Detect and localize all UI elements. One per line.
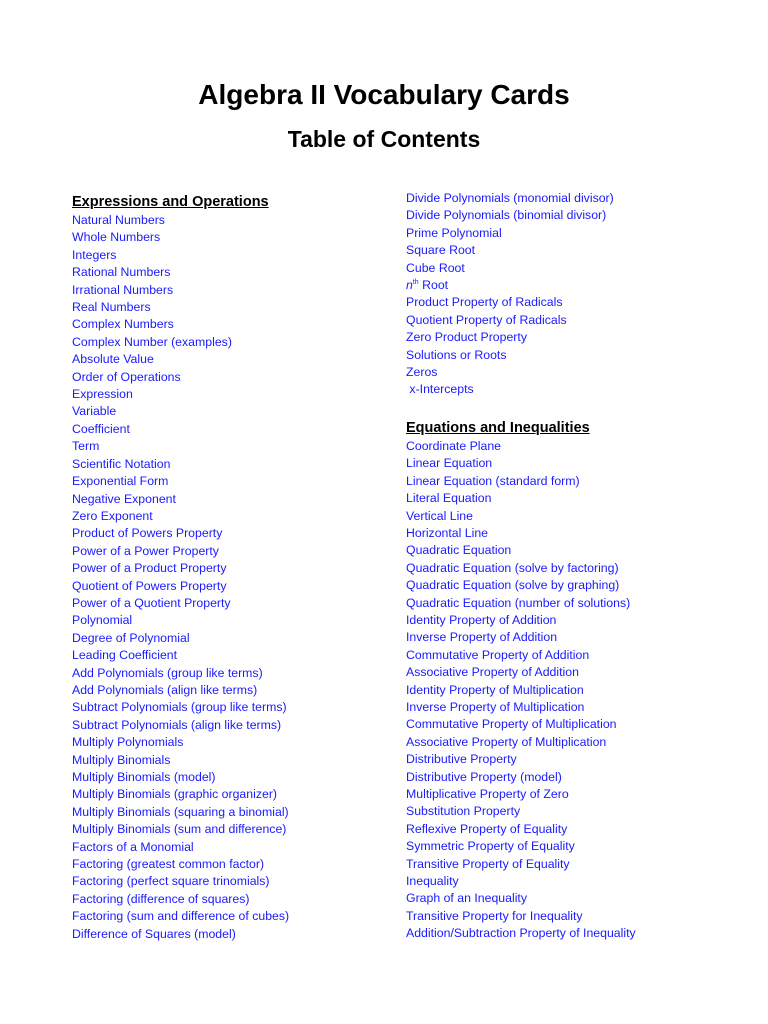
toc-link[interactable]: Commutative Property of Addition [406, 647, 590, 662]
toc-link[interactable]: Factors of a Monomial [72, 839, 194, 854]
toc-link[interactable]: Factoring (sum and difference of cubes) [72, 909, 290, 924]
toc-link[interactable]: Vertical Line [406, 508, 473, 523]
toc-link[interactable]: Power of a Product Property [72, 561, 227, 576]
toc-link[interactable]: Distributive Property (model) [406, 769, 562, 784]
toc-link[interactable]: Product Property of Radicals [406, 295, 563, 310]
toc-link[interactable]: Distributive Property [406, 752, 517, 767]
toc-link[interactable]: Multiply Binomials (squaring a binomial) [72, 804, 289, 819]
toc-link[interactable]: Associative Property of Addition [406, 665, 579, 680]
toc-link[interactable]: Multiply Binomials (graphic organizer) [72, 787, 278, 802]
toc-link[interactable]: Square Root [406, 243, 476, 258]
toc-link[interactable]: Factoring (greatest common factor) [72, 857, 265, 872]
toc-link[interactable]: Natural Numbers [72, 213, 165, 227]
toc-link[interactable]: Quadratic Equation [406, 543, 512, 558]
toc-link[interactable]: Commutative Property of Multiplication [406, 717, 617, 732]
right-link-list-bottom [406, 438, 746, 943]
section-heading-equations: Equations and Inequalities [406, 419, 590, 436]
left-link-list [72, 212, 382, 943]
toc-link[interactable]: Reflexive Property of Equality [406, 821, 568, 836]
toc-link[interactable]: Complex Numbers [72, 317, 174, 332]
document-title: Algebra II Vocabulary Cards [198, 79, 570, 110]
toc-link[interactable]: Absolute Value [72, 352, 154, 367]
toc-link[interactable]: Negative Exponent [72, 491, 176, 506]
toc-link[interactable]: Inverse Property of Addition [406, 630, 558, 645]
toc-link[interactable]: Variable [72, 404, 117, 419]
toc-link[interactable]: Inverse Property of Multiplication [406, 699, 585, 714]
toc-link[interactable]: Multiply Binomials [72, 752, 171, 767]
toc-link[interactable]: Substitution Property [406, 804, 521, 819]
toc-link[interactable]: Coordinate Plane [406, 438, 502, 453]
right-link-list-nth [406, 277, 746, 294]
toc-link[interactable]: Quadratic Equation (solve by factoring) [406, 560, 619, 575]
toc-link[interactable]: Linear Equation [406, 456, 493, 471]
toc-link[interactable]: Subtract Polynomials (align like terms) [72, 717, 282, 732]
toc-link[interactable]: Add Polynomials (align like terms) [72, 682, 258, 697]
right-column [406, 190, 746, 943]
toc-link[interactable]: Quotient of Powers Property [72, 578, 227, 593]
toc-link[interactable]: Identity Property of Multiplication [406, 682, 584, 697]
toc-link[interactable]: Term [72, 439, 100, 454]
nth-root-label: Root [418, 278, 449, 293]
toc-link[interactable]: Exponential Form [72, 474, 169, 489]
toc-link[interactable]: Cube Root [406, 260, 465, 275]
toc-link[interactable]: Multiply Polynomials [72, 735, 184, 750]
nth-root-n: n [406, 278, 413, 293]
toc-link-nth-root[interactable] [406, 277, 746, 294]
right-link-list-mid [406, 294, 746, 398]
toc-link[interactable]: Product of Powers Property [72, 526, 223, 541]
toc-link[interactable]: Inequality [406, 874, 459, 889]
toc-link[interactable]: Literal Equation [406, 491, 492, 506]
toc-link[interactable]: Transitive Property of Equality [406, 856, 570, 871]
toc-link[interactable]: Multiplicative Property of Zero [406, 787, 569, 801]
toc-link[interactable]: Difference of Squares (model) [72, 926, 236, 941]
toc-link[interactable]: Scientific Notation [72, 456, 171, 471]
toc-link[interactable]: Horizontal Line [406, 525, 489, 540]
section-heading-expressions: Expressions and Operations [72, 194, 269, 210]
toc-link[interactable]: Addition/Subtraction Property of Inequality [406, 926, 636, 941]
toc-link[interactable]: Zeros [406, 365, 438, 380]
right-link-list-top [406, 190, 746, 277]
toc-link[interactable]: Multiply Binomials (model) [72, 770, 216, 784]
section-spacer [406, 399, 746, 418]
left-column [72, 192, 382, 943]
toc-link[interactable]: Prime Polynomial [406, 225, 502, 240]
toc-link[interactable]: Irrational Numbers [72, 282, 174, 297]
toc-link[interactable]: Expression [72, 387, 133, 402]
toc-link[interactable]: Graph of an Inequality [406, 891, 527, 906]
toc-link[interactable]: Factoring (difference of squares) [72, 891, 250, 906]
toc-link[interactable]: Solutions or Roots [406, 347, 507, 362]
toc-link[interactable]: Zero Exponent [72, 508, 153, 523]
toc-link[interactable]: Order of Operations [72, 369, 181, 384]
toc-link[interactable]: Power of a Power Property [72, 543, 219, 558]
toc-link[interactable]: Add Polynomials (group like terms) [72, 665, 263, 680]
toc-link[interactable]: Whole Numbers [72, 230, 161, 245]
toc-link[interactable]: Coefficient [72, 421, 130, 436]
toc-link[interactable]: Leading Coefficient [72, 648, 178, 663]
toc-link[interactable]: Integers [72, 247, 117, 262]
toc-link[interactable]: Quadratic Equation (solve by graphing) [406, 578, 620, 593]
toc-link[interactable]: Factoring (perfect square trinomials) [72, 874, 270, 889]
toc-link[interactable]: Divide Polynomials (binomial divisor) [406, 208, 607, 223]
nth-root-sup: th [412, 278, 419, 286]
toc-link[interactable]: Polynomial [72, 613, 133, 628]
toc-subtitle: Table of Contents [287, 126, 481, 152]
toc-link[interactable]: Subtract Polynomials (group like terms) [72, 700, 287, 715]
toc-link[interactable]: Associative Property of Multiplication [406, 734, 607, 749]
toc-link[interactable]: Multiply Binomials (sum and difference) [72, 822, 287, 837]
toc-link[interactable]: Divide Polynomials (monomial divisor) [406, 191, 614, 205]
toc-link[interactable]: Rational Numbers [72, 265, 171, 280]
toc-link[interactable]: Symmetric Property of Equality [406, 839, 575, 854]
toc-link[interactable]: Transitive Property for Inequality [406, 908, 583, 923]
toc-link[interactable]: Identity Property of Addition [406, 612, 557, 627]
toc-link[interactable]: Real Numbers [72, 300, 151, 315]
toc-link[interactable]: Degree of Polynomial [72, 630, 190, 645]
toc-link[interactable]: Zero Product Property [406, 330, 527, 345]
toc-link[interactable]: x-Intercepts [406, 382, 474, 397]
toc-link[interactable]: Linear Equation (standard form) [406, 473, 580, 488]
toc-link[interactable]: Quadratic Equation (number of solutions) [406, 595, 631, 610]
toc-link[interactable]: Quotient Property of Radicals [406, 312, 567, 327]
toc-link[interactable]: Complex Number (examples) [72, 334, 232, 349]
toc-link[interactable]: Power of a Quotient Property [72, 595, 231, 610]
